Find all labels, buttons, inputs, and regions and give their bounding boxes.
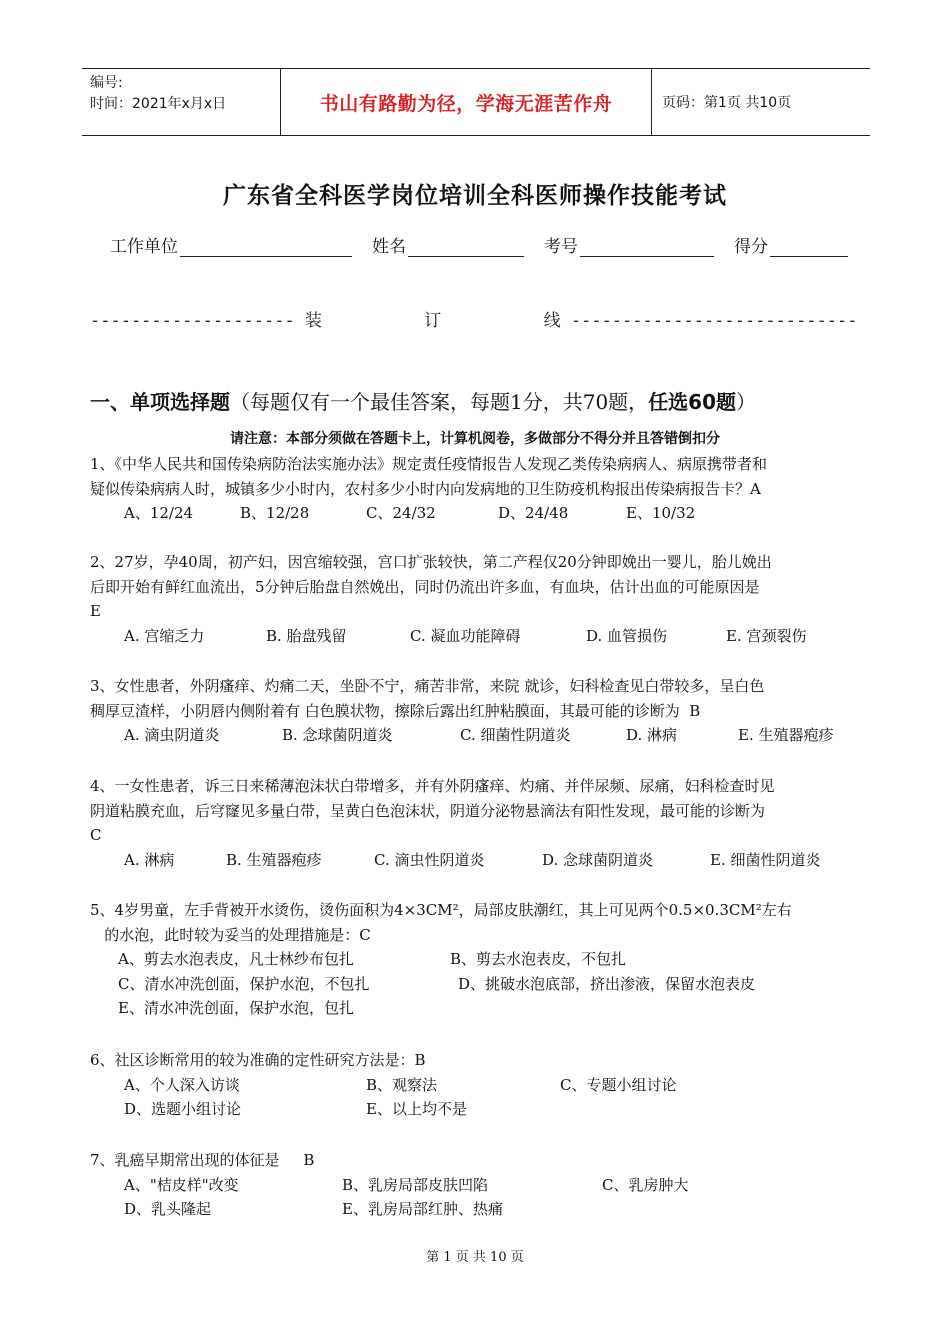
option-row xyxy=(90,1173,860,1198)
question-7 xyxy=(90,1148,860,1222)
answer-option[interactable]: B、观察法 xyxy=(366,1075,438,1094)
exam-info-line xyxy=(110,232,848,257)
answer-option[interactable]: B、乳房局部皮肤凹陷 xyxy=(342,1175,489,1194)
answer-option[interactable]: A、剪去水泡表皮，凡士林纱布包扎 xyxy=(118,950,354,968)
header-meta xyxy=(82,69,280,135)
question-stem-line: 的水泡，此时较为妥当的处理措施是：C xyxy=(90,925,371,944)
question-3 xyxy=(90,674,860,748)
unit-blank[interactable] xyxy=(180,236,352,257)
answer-option[interactable]: B. 胎盘残留 xyxy=(266,626,347,645)
answer-option[interactable]: B. 念球菌阴道炎 xyxy=(282,726,393,744)
exam-no-blank[interactable] xyxy=(580,236,714,257)
question-stem-line: 4、一女性患者，诉三日来稀薄泡沫状白带增多，并有外阴瘙痒、灼痛、并伴尿频、尿痛，妇科检查时见 xyxy=(90,777,775,795)
score-label: 得分 xyxy=(734,237,768,257)
question-stem-line: 1、《中华人民共和国传染病防治法实施办法》规定责任疫情报告人发现乙类传染病病人、病原携带者和 xyxy=(90,455,768,473)
question-stem-line: 稠厚豆渣样，小阴唇内侧附着有 白色膜状物，擦除后露出红肿粘膜面，其最可能的诊断为 B xyxy=(90,701,701,720)
answer-option[interactable]: D. 念球菌阴道炎 xyxy=(542,850,654,869)
answer-option[interactable]: C. 细菌性阴道炎 xyxy=(460,726,571,744)
question-stem-line: 阴道粘膜充血，后穹窿见多量白带，呈黄白色泡沫状，阴道分泌物悬滴法有阳性发现，最可能的诊断为 xyxy=(90,801,766,820)
page-footer: 第 1 页 共 10 页 xyxy=(426,1250,524,1265)
section-title: 一、单项选择题 xyxy=(90,390,230,414)
answer-option[interactable]: E. 宫颈裂伤 xyxy=(726,626,807,645)
question-stem-line: 疑似传染病病人时，城镇多少小时内，农村多少小时内向发病地的卫生防疫机构报出传染病报告卡？A xyxy=(90,479,761,498)
option-row xyxy=(90,947,860,972)
answer-option[interactable]: C. 滴虫性阴道炎 xyxy=(374,850,485,869)
answer-option[interactable]: D. 血管损伤 xyxy=(586,626,668,645)
document-title: 广东省全科医学岗位培训全科医师操作技能考试 xyxy=(223,183,727,209)
answer-option[interactable]: B. 生殖器疱疹 xyxy=(226,850,322,869)
section-desc: （每题仅有一个最佳答案，每题1分，共70题， xyxy=(230,390,649,414)
question-stem-line: C xyxy=(90,826,102,844)
question-4 xyxy=(90,774,860,872)
answer-option[interactable]: C、乳房肿大 xyxy=(602,1175,689,1194)
answer-option[interactable]: E. 生殖器疱疹 xyxy=(738,726,834,744)
option-row xyxy=(90,501,860,526)
answer-option[interactable]: E、10/32 xyxy=(626,504,696,522)
answer-option[interactable]: D、挑破水泡底部，挤出渗液，保留水泡表皮 xyxy=(458,974,756,993)
date-label: 时间：2021年x月x日 xyxy=(90,96,227,112)
answer-option[interactable]: E、清水冲洗创面，保护水泡，包扎 xyxy=(118,999,354,1017)
answer-option[interactable]: D、24/48 xyxy=(498,504,569,522)
page-header xyxy=(82,68,870,136)
name-label: 姓名 xyxy=(372,237,406,257)
question-2 xyxy=(90,550,860,648)
serial-label: 编号: xyxy=(90,75,123,91)
question-stem-line: 3、女性患者，外阴瘙痒、灼痛二天，坐卧不宁，痛苦非常，来院 就诊，妇科检查见白带较多，呈白色 xyxy=(90,677,765,695)
binding-line: -------------------- 装 订 线 ---------------------------- xyxy=(90,311,858,331)
option-row xyxy=(90,972,860,997)
exam-no-label: 考号 xyxy=(544,237,578,257)
header-page-info: 页码：第1页 共10页 xyxy=(662,95,792,111)
answer-option[interactable]: E、以上均不是 xyxy=(366,1100,467,1118)
answer-option[interactable]: A. 淋病 xyxy=(124,850,175,869)
answer-option[interactable]: C、24/32 xyxy=(366,504,436,522)
answer-option[interactable]: D、选题小组讨论 xyxy=(124,1100,242,1118)
answer-option[interactable]: C、清水冲洗创面，保护水泡，不包扎 xyxy=(118,974,370,993)
option-row xyxy=(90,848,860,873)
answer-option[interactable]: A. 滴虫阴道炎 xyxy=(124,726,220,744)
question-6 xyxy=(90,1048,860,1122)
option-row xyxy=(90,1197,860,1222)
option-row xyxy=(90,1097,860,1122)
question-1 xyxy=(90,452,860,526)
option-row xyxy=(90,723,860,748)
option-row xyxy=(90,624,860,649)
name-blank[interactable] xyxy=(408,236,524,257)
answer-option[interactable]: D、乳头隆起 xyxy=(124,1200,212,1218)
answer-option[interactable]: A、"桔皮样"改变 xyxy=(124,1175,239,1194)
section-note: 请注意：本部分须做在答题卡上，计算机阅卷，多做部分不得分并且答错倒扣分 xyxy=(230,431,720,447)
question-stem-line: 6、社区诊断常用的较为准确的定性研究方法是：B xyxy=(90,1051,426,1069)
question-stem-line: 7、乳癌早期常出现的体征是 B xyxy=(90,1151,315,1169)
score-blank[interactable] xyxy=(770,236,848,257)
unit-label: 工作单位 xyxy=(110,237,178,257)
question-stem-line: 5、4岁男童，左手背被开水烫伤，烫伤面积为4×3CM²，局部皮肤潮红，其上可见两个0.5×0.3CM²左右 xyxy=(90,901,792,919)
answer-option[interactable]: B、剪去水泡表皮，不包扎 xyxy=(450,950,627,968)
answer-option[interactable]: D. 淋病 xyxy=(626,726,678,744)
question-stem-line: 2、27岁，孕40周，初产妇，因宫缩较强，宫口扩张较快，第二产程仅20分钟即娩出一婴儿，胎儿娩出 xyxy=(90,553,772,571)
question-stem-line: 后即开始有鲜红血流出，5分钟后胎盘自然娩出，同时仍流出许多血，有血块，估计出血的可能原因是 xyxy=(90,577,760,596)
answer-option[interactable]: C. 凝血功能障碍 xyxy=(410,626,521,645)
header-motto: 书山有路勤为径，学海无涯苦作舟 xyxy=(280,69,652,135)
section-heading xyxy=(90,386,756,415)
option-row xyxy=(90,996,860,1021)
question-5 xyxy=(90,898,860,1021)
answer-option[interactable]: A、12/24 xyxy=(124,504,194,522)
question-stem-line: E xyxy=(90,602,101,620)
answer-option[interactable]: A. 宫缩乏力 xyxy=(124,626,205,645)
section-desc-bold: 任选60题 xyxy=(648,390,737,414)
answer-option[interactable]: E、乳房局部红肿、热痛 xyxy=(342,1200,503,1218)
option-row xyxy=(90,1073,860,1098)
section-desc-end: ） xyxy=(736,390,757,414)
answer-option[interactable]: B、12/28 xyxy=(240,504,310,522)
answer-option[interactable]: C、专题小组讨论 xyxy=(560,1075,677,1094)
answer-option[interactable]: E. 细菌性阴道炎 xyxy=(710,850,821,869)
answer-option[interactable]: A、个人深入访谈 xyxy=(124,1075,240,1094)
